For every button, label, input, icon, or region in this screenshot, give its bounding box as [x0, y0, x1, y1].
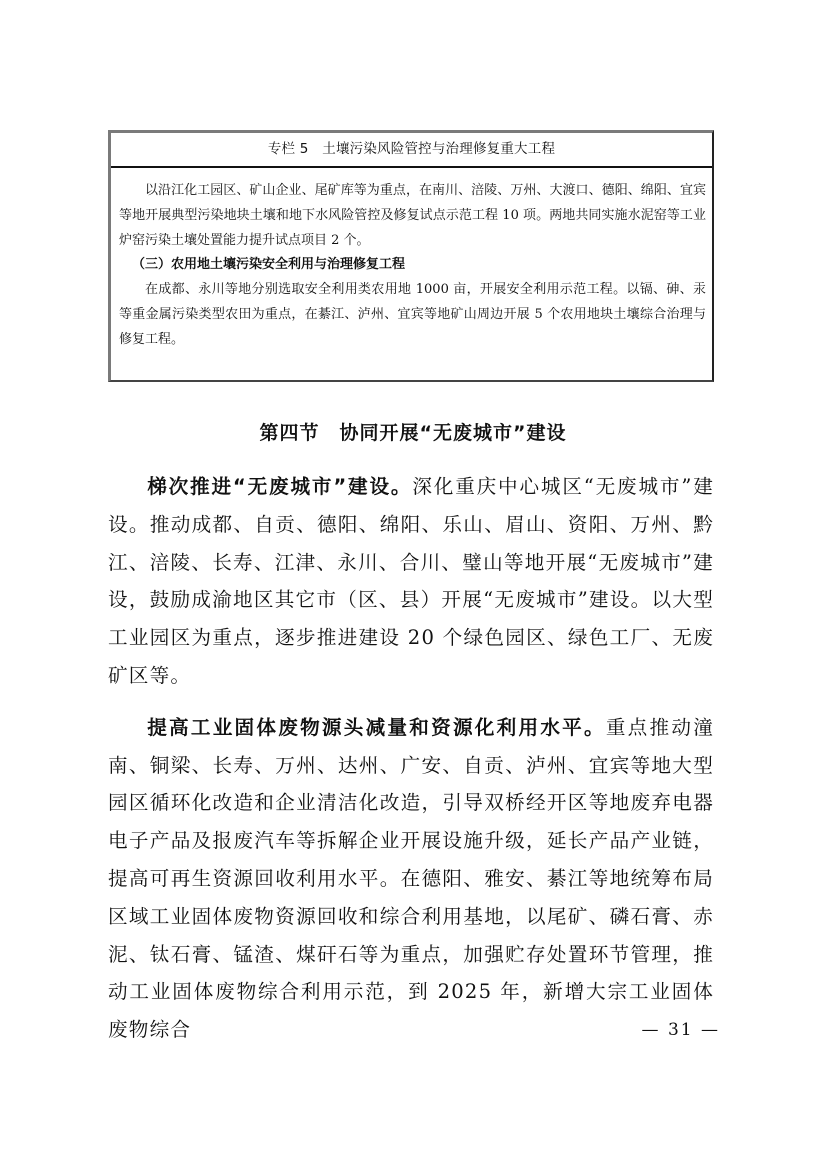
feature-box-paragraph: 以沿江化工园区、矿山企业、尾矿库等为重点，在南川、涪陵、万州、大渡口、德阳、绵阳、宜宾等地开展典型污染地块土壤和地下水风险管控及修复试点示范工程 10 项。两地共同实施水泥窑等工业炉窑污染土壤处置能力提升试点项目 2 个。 [119, 183, 706, 248]
paragraph-text: 重点推动潼南、铜梁、长寿、万州、达州、广安、自贡、泸州、宜宾等地大型园区循环化改造和企业清洁化改造，引导双桥经开区等地废弃电器电子产品及报废汽车等拆解企业开展设施升级，延长产品产业链，提高可再生资源回收利用水平。在德阳、雅安、綦江等地统筹布局区域工业固体废物资源回收和综合利用基地，以尾矿、磷石膏、赤泥、钛石膏、锰渣、煤矸石等为重点，加强贮存处置环节管理，推动工业固体废物综合利用示范，到 2025 年，新增大宗工业固体废物综合 [108, 715, 714, 1042]
feature-box [108, 130, 714, 382]
feature-box-paragraph: 在成都、永川等地分别选取安全利用类农用地 1000 亩，开展安全利用示范工程。以镉、砷、汞等重金属污染类型农田为重点，在綦江、泸州、宜宾等地矿山周边开展 5 个农用地块土壤综合治理与修复工程。 [119, 282, 706, 347]
body-text [108, 468, 714, 1063]
paragraph-lead: 梯次推进“无废城市”建设。 [147, 475, 413, 498]
body-paragraph [108, 709, 714, 1049]
feature-box-subheading: （三）农用地土壤污染安全利用与治理修复工程 [132, 257, 406, 272]
body-paragraph [108, 468, 714, 695]
feature-box-title: 专栏 5 土壤污染风险管控与治理修复重大工程 [111, 133, 712, 168]
feature-box-body [111, 168, 712, 352]
paragraph-text: 深化重庆中心城区“无废城市”建设。推动成都、自贡、德阳、绵阳、乐山、眉山、资阳、万州、黔江、涪陵、长寿、江津、永川、合川、璧山等地开展“无废城市”建设，鼓励成渝地区其它市（区、县）开展“无废城市”建设。以大型工业园区为重点，逐步推进建设 20 个绿色园区、绿色工厂、无废矿区等。 [108, 475, 714, 687]
section-heading: 第四节 协同开展“无废城市”建设 [259, 422, 567, 444]
paragraph-lead: 提高工业固体废物源头减量和资源化利用水平。 [147, 715, 606, 739]
page-number: — 31 — [641, 1020, 720, 1040]
